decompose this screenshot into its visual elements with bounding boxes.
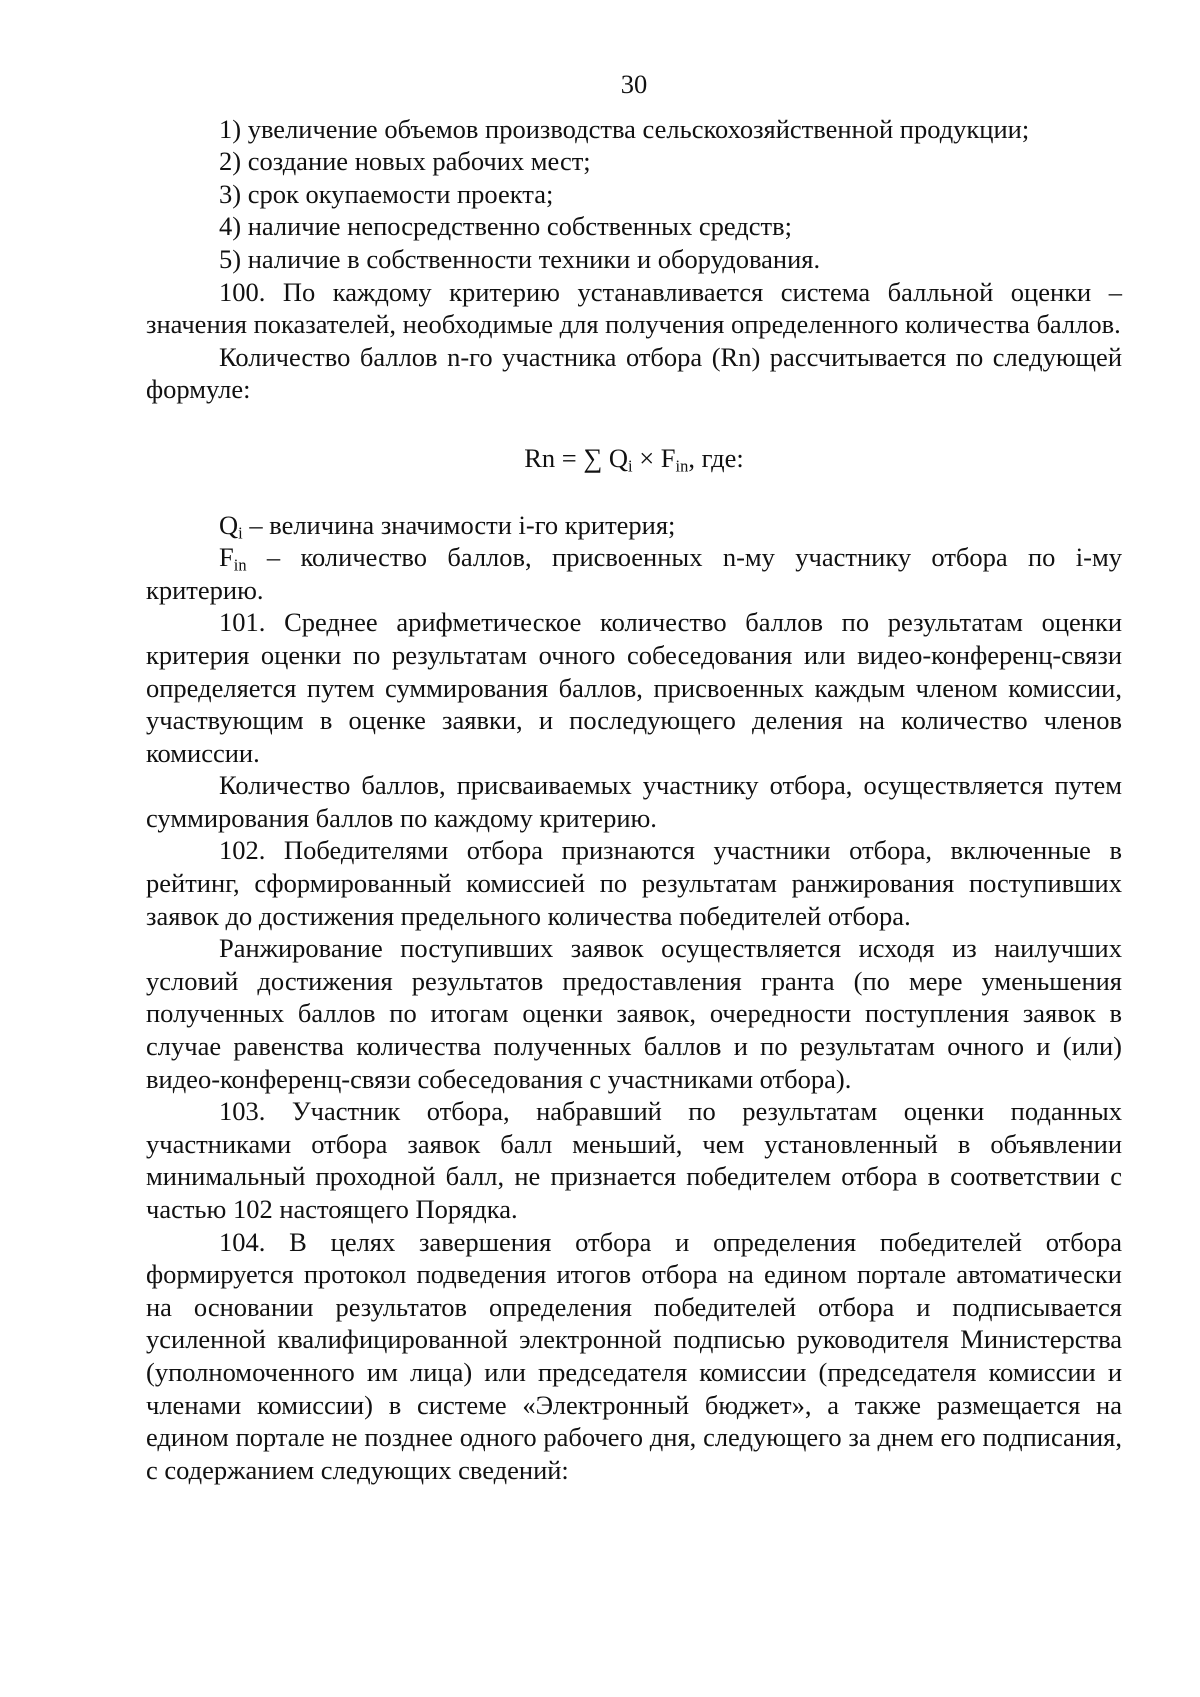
definition-q-symbol: Q [219,509,239,540]
formula-lhs: Rn = ∑ Q [524,442,629,473]
criteria-item-3: 3) срок окупаемости проекта; [219,178,554,209]
formula-sub-in: in [675,456,689,476]
criteria-item-2: 2) создание новых рабочих мест; [219,146,591,177]
definition-f-symbol: F [219,542,234,573]
formula-sub-i: i [628,456,633,476]
paragraph-104: 104. В целях завершения отбора и определения победителей отбора формируется протокол подведения итогов отбора на едином портале автоматически на основании результатов определения победителей отбора и подписывается усиленной квалифицированной электронной подписью руководителя Министерства (уполномоченного им лица) или председателя комиссии (председателя комиссии и членами комиссии) в системе «Электронный бюджет», а также размещается на едином портале не позднее одного рабочего дня, следующего за днем его подписания, с содержанием следующих сведений: [146,1226,1122,1485]
definition-f-text: – количество баллов, присвоенных n-му участнику отбора по i-му критерию. [146,542,1122,605]
formula-times: × F [632,442,676,473]
document-page [146,68,1122,1486]
definition-f [146,541,1122,606]
criteria-item-4: 4) наличие непосредственно собственных средств; [219,211,792,242]
paragraph-102-b: Ранжирование поступивших заявок осуществляется исходя из наилучших условий достижения результатов предоставления гранта (по мере уменьшения полученных баллов по итогам оценки заявок, очередности поступления заявок в случае равенства количества полученных баллов и по результатам очного и (или) видео-конференц-связи собеседования с участниками отбора). [146,933,1122,1094]
score-formula [146,442,1122,475]
formula-suffix: , где: [688,442,744,473]
paragraph-101: 101. Среднее арифметическое количество баллов по результатам оценки критерия оценки по результатам очного собеседования или видео-конференц-связи определяется путем суммирования баллов, присвоенных каждым членом комиссии, участвующим в оценке заявки, и последующего деления на количество членов комиссии. [146,607,1122,768]
paragraph-score-intro: Количество баллов n-го участника отбора (Rn) рассчитывается по следующей формуле: [146,341,1122,405]
paragraph-102: 102. Победителями отбора признаются участники отбора, включенные в рейтинг, сформированный комиссией по результатам ранжирования поступивших заявок до достижения предельного количества победителей отбора. [146,835,1122,931]
definition-q-sub: i [238,523,243,543]
definition-q-text: – величина значимости i-го критерия; [242,509,676,540]
criteria-item-1: 1) увеличение объемов производства сельскохозяйственной продукции; [219,113,1030,144]
definition-q [146,509,1122,542]
page-number: 30 [620,69,648,99]
criteria-item-5: 5) наличие в собственности техники и оборудования. [219,243,821,274]
paragraph-100: 100. По каждому критерию устанавливается система балльной оценки – значения показателей, необходимые для получения определенного количества баллов. [146,276,1122,340]
paragraph-103: 103. Участник отбора, набравший по результатам оценки поданных участниками отбора заявок балл меньший, чем установленный в объявлении минимальный проходной балл, не признается победителем отбора в соответствии с частью 102 настоящего Порядка. [146,1096,1122,1224]
definition-f-sub: in [233,555,247,575]
paragraph-101-b: Количество баллов, присваиваемых участнику отбора, осуществляется путем суммирования баллов по каждому критерию. [146,770,1122,833]
